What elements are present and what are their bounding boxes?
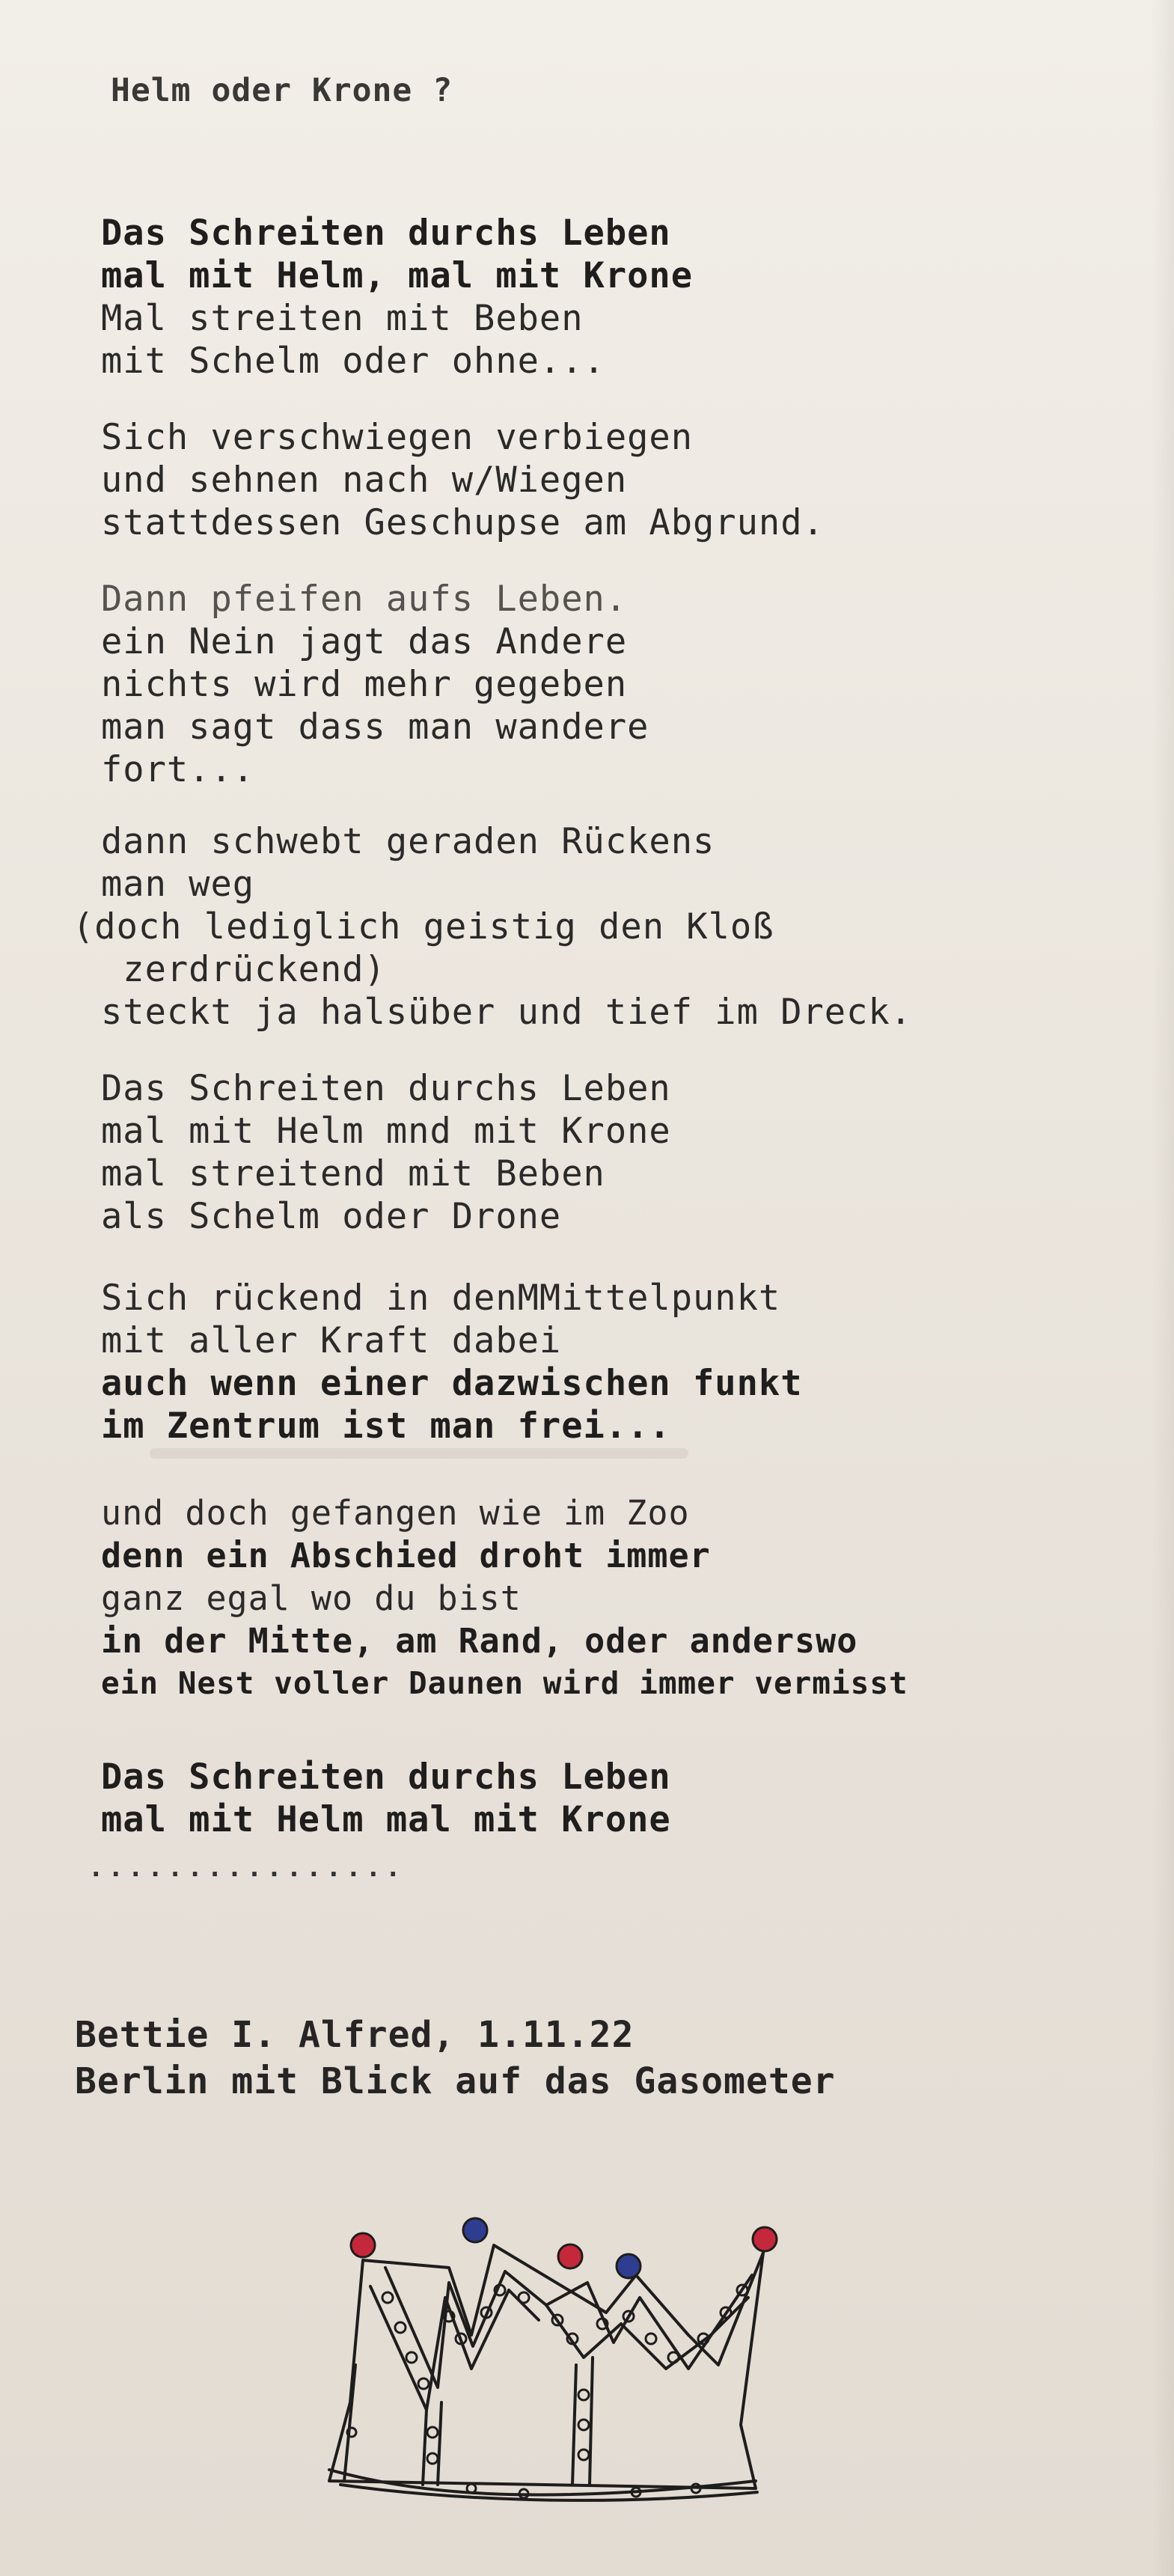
stanza-3: [101, 578, 1164, 791]
poem-line: fort...: [101, 749, 255, 790]
blue-jewel: [463, 2218, 487, 2242]
poem-line: denn ein Abschied droht immer: [101, 1536, 711, 1575]
poem-line: dann schwebt geraden Rückens: [101, 821, 715, 862]
crown-outline: [329, 2245, 763, 2488]
stanza-4: [73, 820, 1164, 1034]
ellipsis-dots: ................: [88, 1853, 406, 1883]
stanza-1: [101, 212, 1164, 382]
poem-line: und doch gefangen wie im Zoo: [101, 1493, 690, 1533]
poem-line: auch wenn einer dazwischen funkt: [101, 1363, 803, 1404]
poem-line: mit Schelm oder ohne...: [101, 341, 605, 382]
poem-line: mal mit Helm mal mit Krone: [101, 1799, 671, 1840]
stanza-5: [101, 1067, 1164, 1238]
poem-line: in der Mitte, am Rand, oder anderswo: [101, 1621, 858, 1661]
crown-strut: [590, 2357, 593, 2485]
signature-block: [75, 2012, 836, 2105]
correction-smudge: [150, 1448, 688, 1459]
poem-line: Sich rückend in denMMittelpunkt: [101, 1278, 781, 1319]
crown-band: [370, 2286, 539, 2410]
poem-line: im Zentrum ist man frei...: [101, 1405, 671, 1447]
blue-jewel: [617, 2254, 640, 2278]
poem-line: man sagt dass man wandere: [101, 706, 649, 748]
poem-line: mal mit Helm, mal mit Krone: [101, 255, 694, 296]
crown-strut: [423, 2410, 427, 2485]
crown-strut: [572, 2365, 576, 2485]
poem-line: Mal streiten mit Beben: [101, 298, 584, 339]
poem-line: Das Schreiten durchs Leben: [101, 1068, 671, 1109]
stanza-7: [101, 1492, 1164, 1705]
poem-line: ein Nein jagt das Andere: [101, 621, 628, 662]
poem-line: mal streitend mit Beben: [101, 1153, 605, 1194]
stanza-6: [101, 1277, 1164, 1447]
stanza-8: [101, 1756, 1164, 1841]
poem-line: mal mit Helm mnd mit Krone: [101, 1111, 671, 1152]
poem-title: Helm oder Krone ?: [111, 72, 453, 109]
poem-line: stattdessen Geschupse am Abgrund.: [101, 502, 825, 543]
poem-line: nichts wird mehr gegeben: [101, 664, 628, 705]
crown-drawing-icon: [299, 2185, 838, 2530]
poem-line: man weg: [101, 864, 255, 905]
poem-line: Dann pfeifen aufs Leben.: [101, 579, 628, 620]
poem-line: mit aller Kraft dabei: [101, 1320, 562, 1361]
poem-line: Das Schreiten durchs Leben: [101, 213, 671, 254]
stanza-2: [101, 416, 1164, 544]
poem-line: Sich verschwiegen verbiegen: [101, 417, 694, 458]
author-date-line: Bettie I. Alfred, 1.11.22: [75, 2014, 635, 2056]
poem-line: (doch lediglich geistig den Kloß: [73, 906, 774, 947]
red-jewel: [351, 2233, 375, 2257]
red-jewel: [753, 2227, 777, 2251]
poem-line: ganz egal wo du bist: [101, 1578, 522, 1618]
poem-line: ein Nest voller Daunen wird immer vermisst: [101, 1665, 908, 1701]
crown-strut: [438, 2402, 441, 2485]
poem-line: und sehnen nach w/Wiegen: [101, 460, 628, 501]
poem-line: als Schelm oder Drone: [101, 1196, 562, 1237]
red-jewel: [558, 2244, 582, 2268]
poem-line: zerdrückend): [101, 949, 386, 990]
poem-line: steckt ja halsüber und tief im Dreck.: [101, 992, 912, 1033]
place-line: Berlin mit Blick auf das Gasometer: [75, 2060, 836, 2102]
poem-line: Das Schreiten durchs Leben: [101, 1756, 671, 1798]
